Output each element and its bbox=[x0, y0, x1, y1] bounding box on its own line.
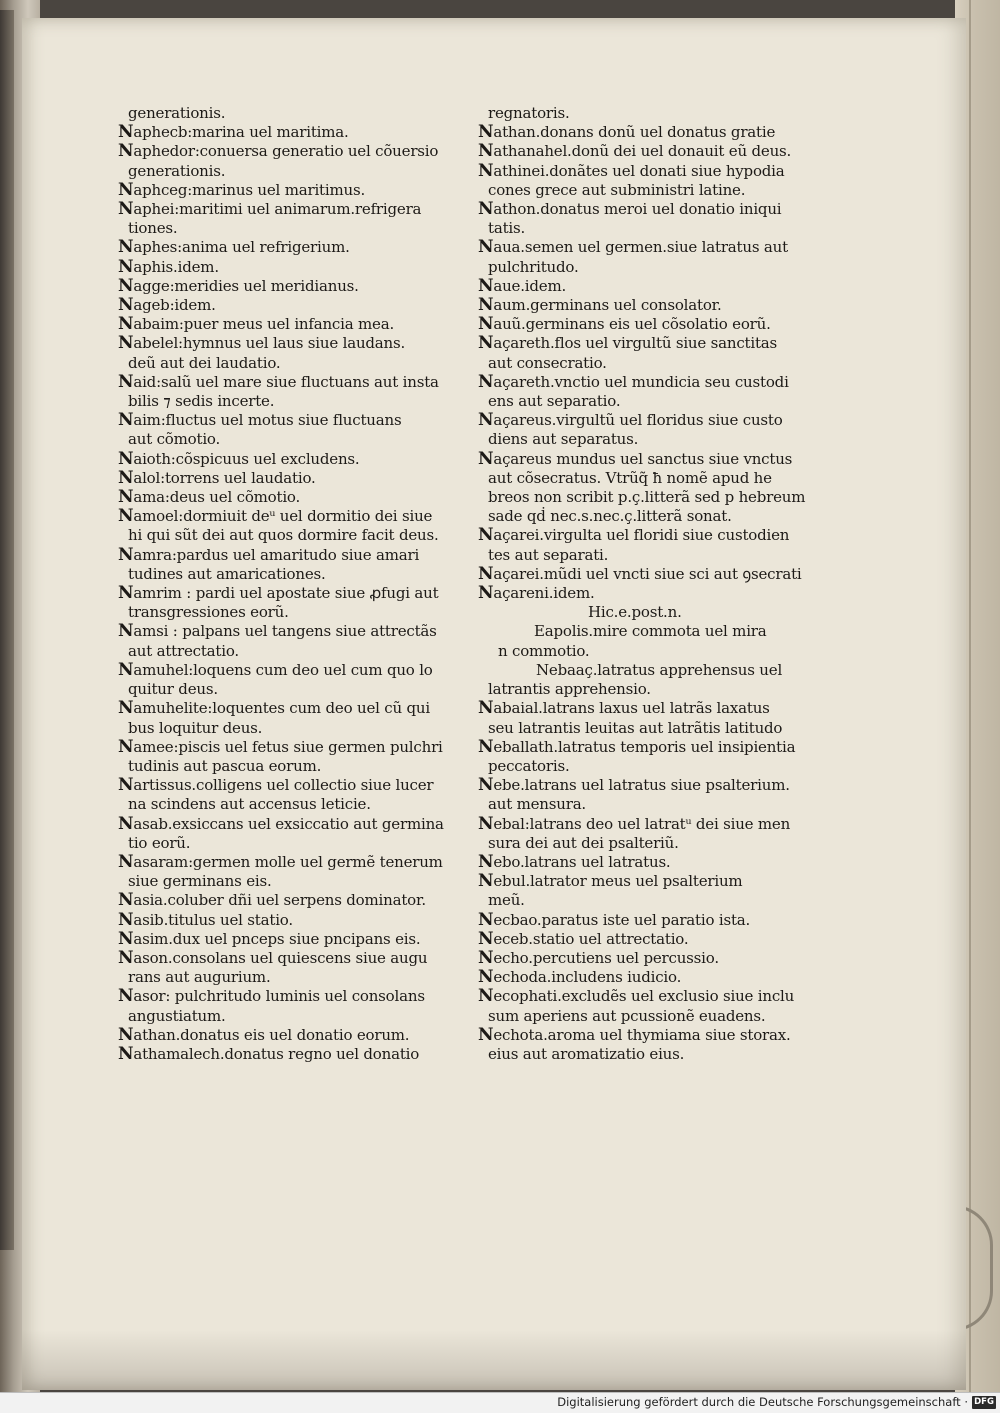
right-column-line: Nebul.latrator meus uel psalterium bbox=[478, 872, 743, 892]
right-column-line: Nathon.donatus meroi uel donatio iniqui bbox=[478, 200, 782, 220]
dfg-logo: DFG bbox=[972, 1396, 996, 1409]
left-column-line: generationis. bbox=[128, 161, 226, 180]
right-column-line: eius aut aromatizatio eius. bbox=[488, 1044, 685, 1063]
left-column-line: Nasab.exsiccans uel exsiccatio aut germina bbox=[118, 814, 444, 834]
left-column-line: Nasim.dux uel pnceps siue pncipans eis. bbox=[118, 929, 421, 949]
right-column-line: Naue.idem. bbox=[478, 276, 567, 296]
right-column-line: Hic.e.post.n. bbox=[588, 603, 682, 622]
right-column-line: Naum.germinans uel consolator. bbox=[478, 296, 722, 316]
right-column-line: aut consecratio. bbox=[488, 353, 607, 372]
left-column-line: Nasia.coluber dñi uel serpens dominator. bbox=[118, 891, 426, 911]
right-column-line: sade qḋ nec.s.nec.ç.litterã sonat. bbox=[488, 507, 732, 526]
right-column-line: Nebal:latrans deo uel latratᵘ dei siue men bbox=[478, 814, 791, 834]
left-column-line: tio eorũ. bbox=[128, 833, 191, 852]
right-column-line: Nauũ.germinans eis uel cõsolatio eorũ. bbox=[478, 315, 771, 335]
right-column-line: seu latrantis leuitas aut latrãtis latitudo bbox=[488, 718, 783, 737]
right-column-line: Nathanahel.donũ dei uel donauit eũ deus. bbox=[478, 142, 792, 162]
left-column-line: siue germinans eis. bbox=[128, 872, 272, 891]
left-column-line: rans aut augurium. bbox=[128, 968, 271, 987]
right-column-line: Nabaial.latrans laxus uel latrãs laxatus bbox=[478, 699, 770, 719]
left-column-line: quitur deus. bbox=[128, 680, 218, 699]
left-column-line: Naphecb:marina uel maritima. bbox=[118, 123, 349, 143]
board-groove bbox=[969, 0, 971, 1392]
right-column-line: Naçareus mundus uel sanctus siue vnctus bbox=[478, 449, 793, 469]
right-column-line: Naçareth.flos uel virgultũ siue sanctitas bbox=[478, 334, 778, 354]
right-column-line: sura dei aut dei psalteriũ. bbox=[488, 833, 679, 852]
right-column-line: Necho.percutiens uel percussio. bbox=[478, 948, 719, 968]
right-column-line: Nechota.aroma uel thymiama siue storax. bbox=[478, 1025, 791, 1045]
right-column-line: Neceb.statio uel attrectatio. bbox=[478, 929, 689, 949]
right-column-line: cones grece aut subministri latine. bbox=[488, 180, 746, 199]
left-column-line: Naphis.idem. bbox=[118, 257, 219, 277]
right-column-line: aut mensura. bbox=[488, 795, 587, 814]
left-column-line: Nason.consolans uel quiescens siue augu bbox=[118, 948, 428, 968]
left-column-line: hi qui sũt dei aut quos dormire facit deus. bbox=[128, 526, 439, 545]
right-column-line: ens aut separatio. bbox=[488, 392, 621, 411]
right-column-line: regnatoris. bbox=[488, 104, 570, 122]
right-column-line: latrantis apprehensio. bbox=[488, 680, 651, 699]
right-column-line: tes aut separati. bbox=[488, 545, 609, 564]
right-column-line: Naçareth.vnctio uel mundicia seu custodi bbox=[478, 372, 789, 392]
left-column-line: Namrim : pardi uel apostate siue ꝓfugi aut bbox=[118, 584, 439, 604]
binding-edge bbox=[0, 10, 14, 1250]
right-column-line: Necophati.excludẽs uel exclusio siue inclu bbox=[478, 987, 795, 1007]
right-text-column bbox=[478, 104, 820, 1064]
right-column-line: Naçarei.mũdi uel vncti siue sci aut ꝯsecrati bbox=[478, 564, 802, 584]
left-column-line: Nasib.titulus uel statio. bbox=[118, 910, 293, 930]
left-column-line: Nageb:idem. bbox=[118, 296, 216, 316]
right-column-line: Naçareni.idem. bbox=[478, 584, 595, 604]
left-column-line: na scindens aut accensus leticie. bbox=[128, 795, 371, 814]
right-column-line: aut cõsecratus. Vtrũq̃ ħ nomẽ apud he bbox=[488, 468, 772, 487]
right-column-line: Necbao.paratus iste uel paratio ista. bbox=[478, 910, 751, 930]
left-column-line: bilis ⁊ sedis incerte. bbox=[128, 392, 275, 411]
left-column-line: Naioth:cõspicuus uel excludens. bbox=[118, 449, 360, 469]
right-column-line: tatis. bbox=[488, 219, 526, 238]
manuscript-page bbox=[22, 18, 966, 1390]
right-column-line: meũ. bbox=[488, 891, 525, 910]
right-column-line: Naçarei.virgulta uel floridi siue custodien bbox=[478, 526, 790, 546]
left-column-line: generationis. bbox=[128, 104, 226, 122]
left-column-line: Naid:salũ uel mare siue fluctuans aut insta bbox=[118, 372, 439, 392]
left-column-line: Naphes:anima uel refrigerium. bbox=[118, 238, 350, 258]
left-column-line: Naphei:maritimi uel animarum.refrigera bbox=[118, 200, 422, 220]
left-column-line: Namoel:dormiuit deᵘ uel dormitio dei siue bbox=[118, 507, 433, 527]
left-column-line: Nama:deus uel cõmotio. bbox=[118, 488, 301, 508]
left-column-line: Nabaim:puer meus uel infancia mea. bbox=[118, 315, 395, 335]
left-column-line: Nalol:torrens uel laudatio. bbox=[118, 468, 316, 488]
left-column-line: deũ aut dei laudatio. bbox=[128, 353, 281, 372]
left-column-line: Nathamalech.donatus regno uel donatio bbox=[118, 1044, 420, 1064]
right-column-line: peccatoris. bbox=[488, 756, 570, 775]
left-column-line: Namuhelite:loquentes cum deo uel cũ qui bbox=[118, 699, 430, 719]
right-column-line: breos non scribit p.ç.litterã sed p hebreum bbox=[488, 488, 806, 507]
left-column-line: tudinis aut pascua eorum. bbox=[128, 756, 322, 775]
left-text-column bbox=[118, 104, 466, 1064]
left-column-line: Namuhel:loquens cum deo uel cum quo lo bbox=[118, 660, 433, 680]
right-column-line: Nebaaç.latratus apprehensus uel bbox=[536, 660, 783, 679]
right-column-line: Naçareus.virgultũ uel floridus siue custo bbox=[478, 411, 783, 431]
left-column-line: Namra:pardus uel amaritudo siue amari bbox=[118, 545, 420, 565]
left-column-line: aut attrectatio. bbox=[128, 641, 239, 660]
left-column-line: Nasor: pulchritudo luminis uel consolans bbox=[118, 987, 425, 1007]
right-column-line: Neballath.latratus temporis uel insipientia bbox=[478, 737, 796, 757]
footer-bar bbox=[0, 1392, 1000, 1413]
funding-credit: Digitalisierung gefördert durch die Deutsche Forschungsgemeinschaft · bbox=[557, 1395, 968, 1409]
left-column-line: Nabelel:hymnus uel laus siue laudans. bbox=[118, 334, 406, 354]
left-column-line: Nartissus.colligens uel collectio siue lucer bbox=[118, 776, 434, 796]
left-column-line: Naphedor:conuersa generatio uel cõuersio bbox=[118, 142, 439, 162]
right-column-line: Nebo.latrans uel latratus. bbox=[478, 852, 671, 872]
left-column-line: Namsi : palpans uel tangens siue attrectãs bbox=[118, 622, 437, 642]
right-column-line: diens aut separatus. bbox=[488, 430, 639, 449]
left-column-line: Nathan.donatus eis uel donatio eorum. bbox=[118, 1025, 410, 1045]
right-column-line: Nebe.latrans uel latratus siue psalterium. bbox=[478, 776, 790, 796]
right-column-line: Nathinei.donãtes uel donati siue hypodia bbox=[478, 161, 785, 181]
left-column-line: transgressiones eorũ. bbox=[128, 603, 289, 622]
left-column-line: Nasaram:germen molle uel germẽ tenerum bbox=[118, 852, 443, 872]
left-column-line: bus loquitur deus. bbox=[128, 718, 263, 737]
right-column-line: n commotio. bbox=[498, 641, 590, 660]
right-column-line: Nathan.donans donũ uel donatus gratie bbox=[478, 123, 776, 143]
right-column-line: Eapolis.mire commota uel mira bbox=[534, 622, 767, 641]
left-column-line: Namee:piscis uel fetus siue germen pulchri bbox=[118, 737, 443, 757]
left-column-line: Nagge:meridies uel meridianus. bbox=[118, 276, 359, 296]
right-column-line: Nechoda.includens iudicio. bbox=[478, 968, 682, 988]
left-column-line: Naphceg:marinus uel maritimus. bbox=[118, 180, 366, 200]
left-column-line: tudines aut amaricationes. bbox=[128, 564, 326, 583]
right-column-line: sum aperiens aut pcussionẽ euadens. bbox=[488, 1006, 766, 1025]
right-column-line: Naua.semen uel germen.siue latratus aut bbox=[478, 238, 788, 258]
right-column-line: pulchritudo. bbox=[488, 257, 579, 276]
left-column-line: Naim:fluctus uel motus siue fluctuans bbox=[118, 411, 402, 431]
left-column-line: angustiatum. bbox=[128, 1006, 226, 1025]
left-column-line: aut cõmotio. bbox=[128, 430, 221, 449]
left-column-line: tiones. bbox=[128, 219, 178, 238]
